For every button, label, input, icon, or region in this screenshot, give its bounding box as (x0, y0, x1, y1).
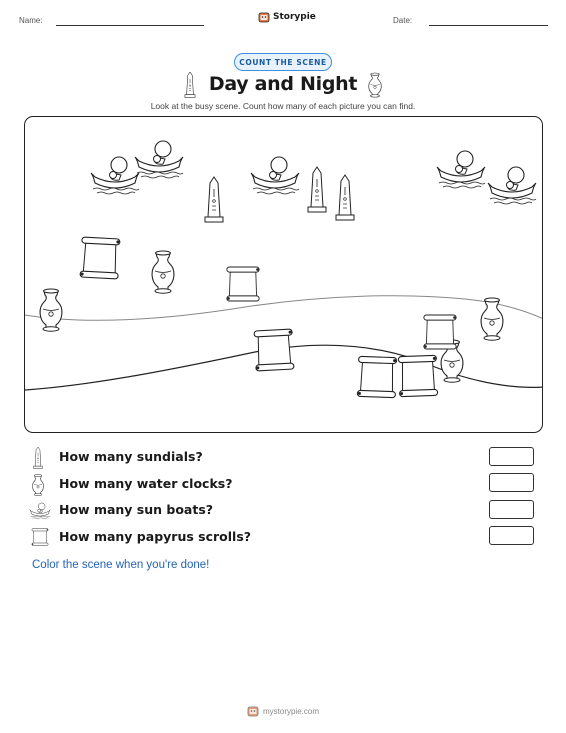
question-papyrus-scrolls: How many papyrus scrolls? (59, 529, 252, 544)
storypie-mascot-icon (247, 705, 259, 717)
activity-badge: COUNT THE SCENE (234, 53, 332, 71)
page-subtitle: Look at the busy scene. Count how many of each picture you can find. (150, 101, 416, 111)
water-clock-icon (31, 474, 45, 496)
water-clock-icon (367, 72, 383, 98)
papyrus-scroll (80, 237, 120, 279)
papyrus-scroll (424, 315, 456, 349)
page-title: Day and Night (208, 73, 358, 95)
papyrus-scroll (227, 267, 259, 301)
papyrus-scroll (254, 329, 294, 371)
answer-box-sundials[interactable] (489, 447, 534, 466)
date-label: Date: (393, 16, 413, 25)
question-sundials: How many sundials? (59, 449, 203, 464)
sun-boat (135, 141, 183, 178)
sundial (308, 167, 326, 212)
answer-box-sun-boats[interactable] (489, 500, 534, 519)
question-sun-boats: How many sun boats? (59, 502, 214, 517)
answer-box-papyrus-scrolls[interactable] (489, 526, 534, 545)
sun-boat (437, 151, 485, 188)
sundial-icon (31, 447, 45, 469)
sun-boat-icon (29, 500, 51, 522)
answer-box-water-clocks[interactable] (489, 473, 534, 492)
papyrus-scroll (398, 355, 437, 396)
footer (0, 705, 566, 717)
name-label: Name: (19, 16, 43, 25)
sundial (336, 175, 354, 220)
brand-name: Storypie (273, 12, 316, 22)
water-clock (40, 289, 62, 331)
brand-logo (258, 11, 316, 23)
color-instruction: Color the scene when you're done! (32, 559, 210, 571)
scene-illustration (25, 117, 543, 433)
sun-boat (91, 157, 139, 194)
papyrus-scroll-icon (31, 527, 49, 547)
sun-boat (251, 157, 299, 194)
date-field[interactable] (429, 25, 548, 26)
sun-boat (488, 167, 536, 204)
papyrus-scroll (357, 356, 396, 397)
water-clock (152, 251, 174, 293)
name-field[interactable] (56, 25, 204, 26)
footer-url[interactable]: mystorypie.com (262, 706, 319, 716)
question-water-clocks: How many water clocks? (59, 476, 233, 491)
sundial (205, 177, 223, 222)
counting-scene (24, 116, 543, 433)
storypie-mascot-icon (258, 11, 270, 23)
